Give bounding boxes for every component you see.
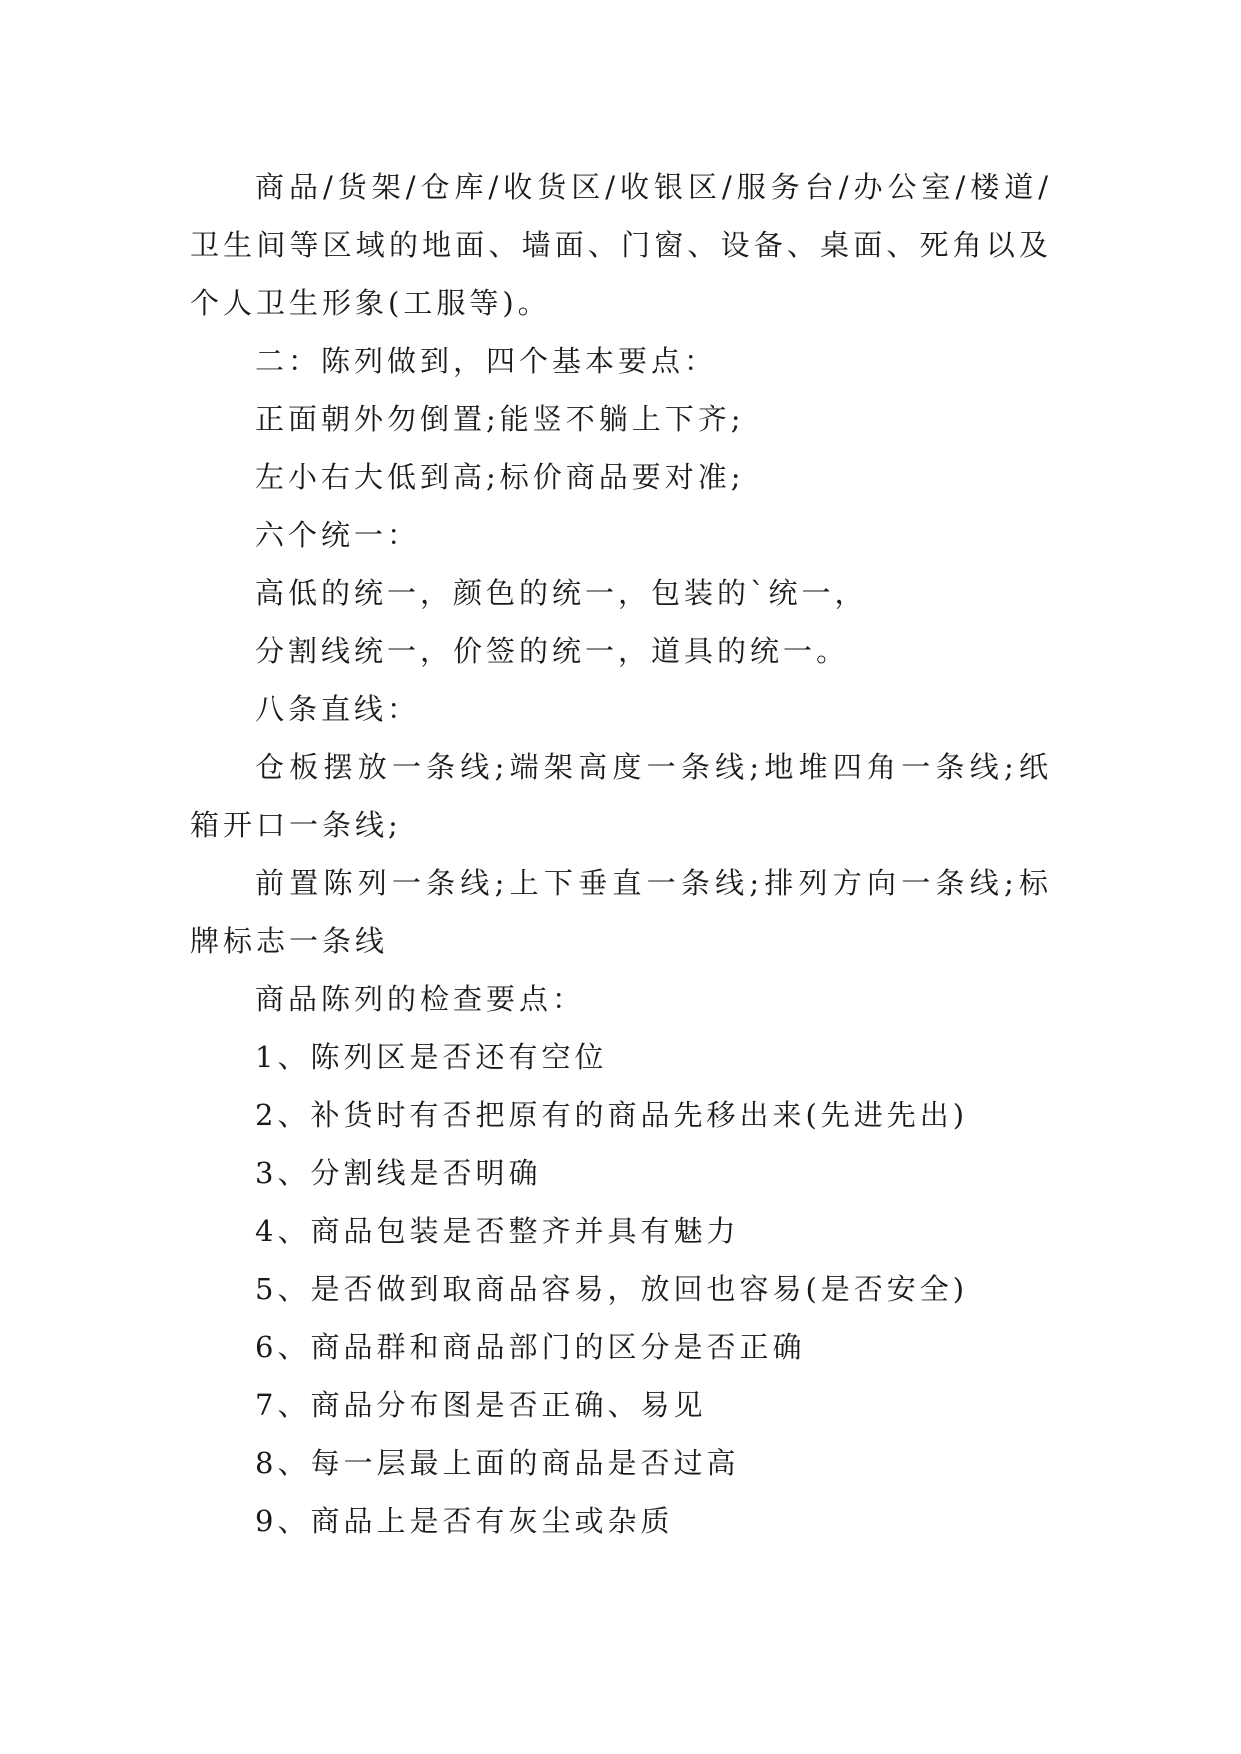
list-item-7: 7、商品分布图是否正确、易见 (255, 1388, 707, 1422)
paragraph-unification-2: 分割线统一，价签的统一，道具的统一。 (255, 634, 850, 668)
heading-inspection-points: 商品陈列的检查要点： (255, 982, 586, 1016)
list-item-3: 3、分割线是否明确 (255, 1156, 542, 1190)
paragraph-lines-2: 前置陈列一条线;上下垂直一条线;排列方向一条线;标牌标志一条线 (190, 866, 1052, 958)
document-body (190, 158, 1052, 1550)
list-item-6: 6、商品群和商品部门的区分是否正确 (255, 1330, 806, 1364)
list-item-9: 9、商品上是否有灰尘或杂质 (255, 1504, 674, 1538)
list-item-2: 2、补货时有否把原有的商品先移出来(先进先出) (255, 1098, 969, 1132)
list-item-8: 8、每一层最上面的商品是否过高 (255, 1446, 740, 1480)
paragraph-cleaning-areas: 商品/货架/仓库/收货区/收银区/服务台/办公室/楼道/卫生间等区域的地面、墙面、门窗、设备、桌面、死角以及个人卫生形象(工服等)。 (190, 170, 1052, 320)
heading-six-unifications: 六个统一： (255, 518, 421, 552)
list-item-1: 1、陈列区是否还有空位 (255, 1040, 608, 1074)
paragraph-point-order: 左小右大低到高;标价商品要对准; (255, 460, 745, 494)
paragraph-unification-1: 高低的统一，颜色的统一，包装的`统一， (255, 576, 868, 610)
heading-eight-lines: 八条直线： (255, 692, 421, 726)
paragraph-point-facing: 正面朝外勿倒置;能竖不躺上下齐; (255, 402, 745, 436)
list-item-5: 5、是否做到取商品容易，放回也容易(是否安全) (255, 1272, 969, 1306)
list-item-4: 4、商品包装是否整齐并具有魅力 (255, 1214, 740, 1248)
paragraph-lines-1: 仓板摆放一条线;端架高度一条线;地堆四角一条线;纸箱开口一条线; (190, 750, 1052, 842)
heading-display-four-points: 二：陈列做到，四个基本要点： (255, 344, 718, 378)
